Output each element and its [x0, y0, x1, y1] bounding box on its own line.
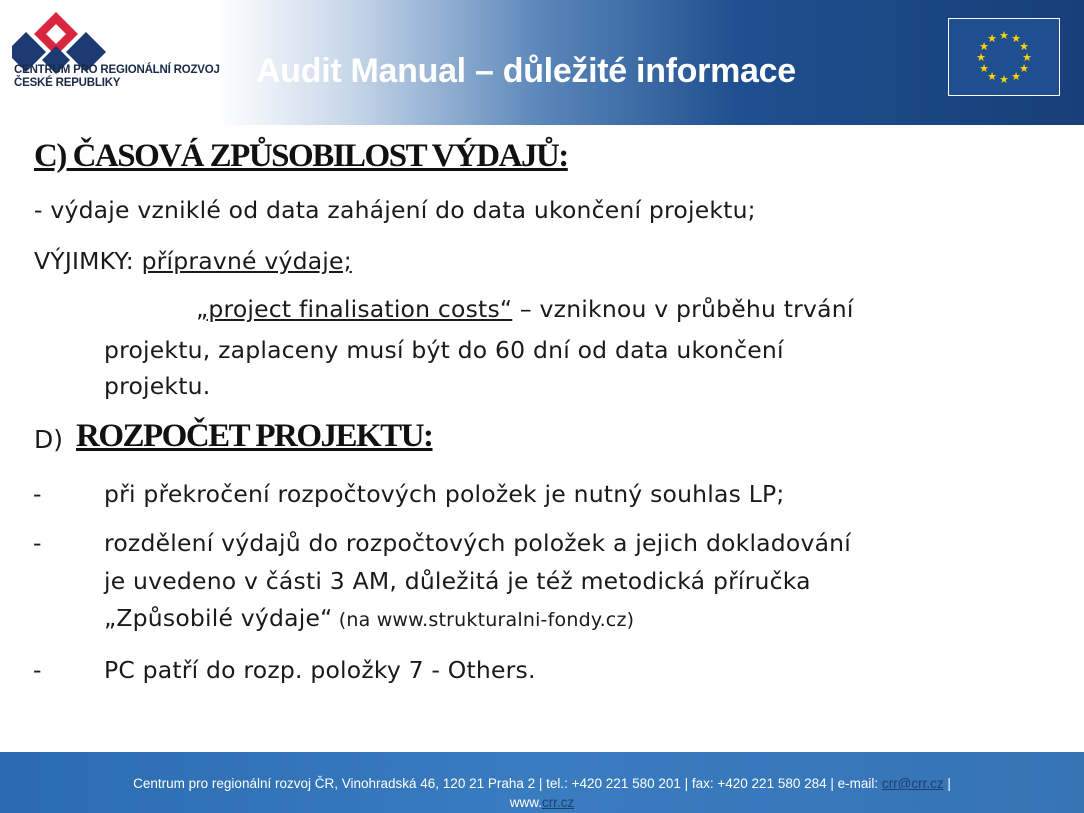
section-d-label: D) — [34, 425, 64, 454]
svg-text:★: ★ — [1019, 40, 1029, 53]
exceptions-label: VÝJIMKY: — [34, 247, 142, 275]
slide-title: Audit Manual – důležité informace — [256, 52, 796, 90]
svg-text:★: ★ — [1019, 62, 1029, 75]
section-c-exceptions — [34, 247, 352, 275]
footer-www — [0, 793, 1084, 812]
footer-www-prefix: www. — [509, 795, 542, 810]
exception-item-2: „project finalisation costs“ — [196, 295, 513, 323]
guide-name: „Způsobilé výdaje“ — [104, 604, 333, 632]
bullet-dash-3: - — [33, 656, 42, 684]
footer-contact — [0, 774, 1084, 812]
svg-text:★: ★ — [979, 62, 989, 75]
footer-separator: | — [943, 776, 951, 791]
svg-text:★: ★ — [1011, 32, 1021, 45]
footer-address: Centrum pro regionální rozvoj ČR, Vinohradská 46, 120 21 Praha 2 | tel.: +420 221 580 201 | fax: +420 221 580 284 | e-mail: — [133, 776, 882, 791]
bullet-dash-2: - — [33, 529, 42, 557]
footer-email-link[interactable]: crr@crr.cz — [881, 776, 944, 791]
svg-text:★: ★ — [979, 40, 989, 53]
section-c-cont-1: projektu, zaplaceny musí být do 60 dní od data ukončení — [104, 336, 784, 364]
section-d-bullet-2-line-1: rozdělení výdajů do rozpočtových položek a jejich dokladování — [104, 529, 851, 557]
section-d-bullet-3: PC patří do rozp. položky 7 - Others. — [104, 656, 536, 684]
guide-url-note: (na www.strukturalni-fondy.cz) — [332, 609, 635, 631]
section-d-bullet-1: při překročení rozpočtových položek je nutný souhlas LP; — [104, 480, 785, 508]
footer-www-link[interactable]: crr.cz — [542, 795, 575, 810]
section-d-heading: ROZPOČET PROJEKTU: — [76, 418, 433, 454]
svg-text:★: ★ — [1011, 70, 1021, 83]
section-c-exception-2 — [196, 295, 854, 323]
exception-item-1: přípravné výdaje; — [141, 247, 352, 275]
svg-text:★: ★ — [987, 32, 997, 45]
eu-flag-icon — [948, 18, 1060, 96]
logo-line-1: CENTRUM PRO REGIONÁLNÍ ROZVOJ — [14, 64, 220, 76]
section-c-heading: C) ČASOVÁ ZPŮSOBILOST VÝDAJŮ: — [34, 138, 568, 174]
bullet-dash-1: - — [33, 480, 42, 508]
svg-text:★: ★ — [999, 29, 1009, 42]
section-c-line-1: - výdaje vzniklé od data zahájení do data ukončení projektu; — [34, 196, 756, 224]
logo-line-2: ČESKÉ REPUBLIKY — [14, 77, 121, 89]
section-d-bullet-2-line-2: je uvedeno v části 3 AM, důležitá je též metodická příručka — [104, 567, 811, 595]
svg-text:★: ★ — [999, 73, 1009, 86]
slide-footer — [0, 752, 1084, 813]
svg-text:★: ★ — [976, 51, 986, 64]
svg-text:★: ★ — [1022, 51, 1032, 64]
svg-text:★: ★ — [987, 70, 997, 83]
slide-header — [0, 0, 1084, 125]
exception-item-2-rest: – vzniknou v průběhu trvání — [512, 295, 854, 323]
section-c-cont-2: projektu. — [104, 372, 211, 400]
logo-text — [14, 64, 220, 90]
section-d-bullet-2-line-3 — [104, 604, 634, 632]
